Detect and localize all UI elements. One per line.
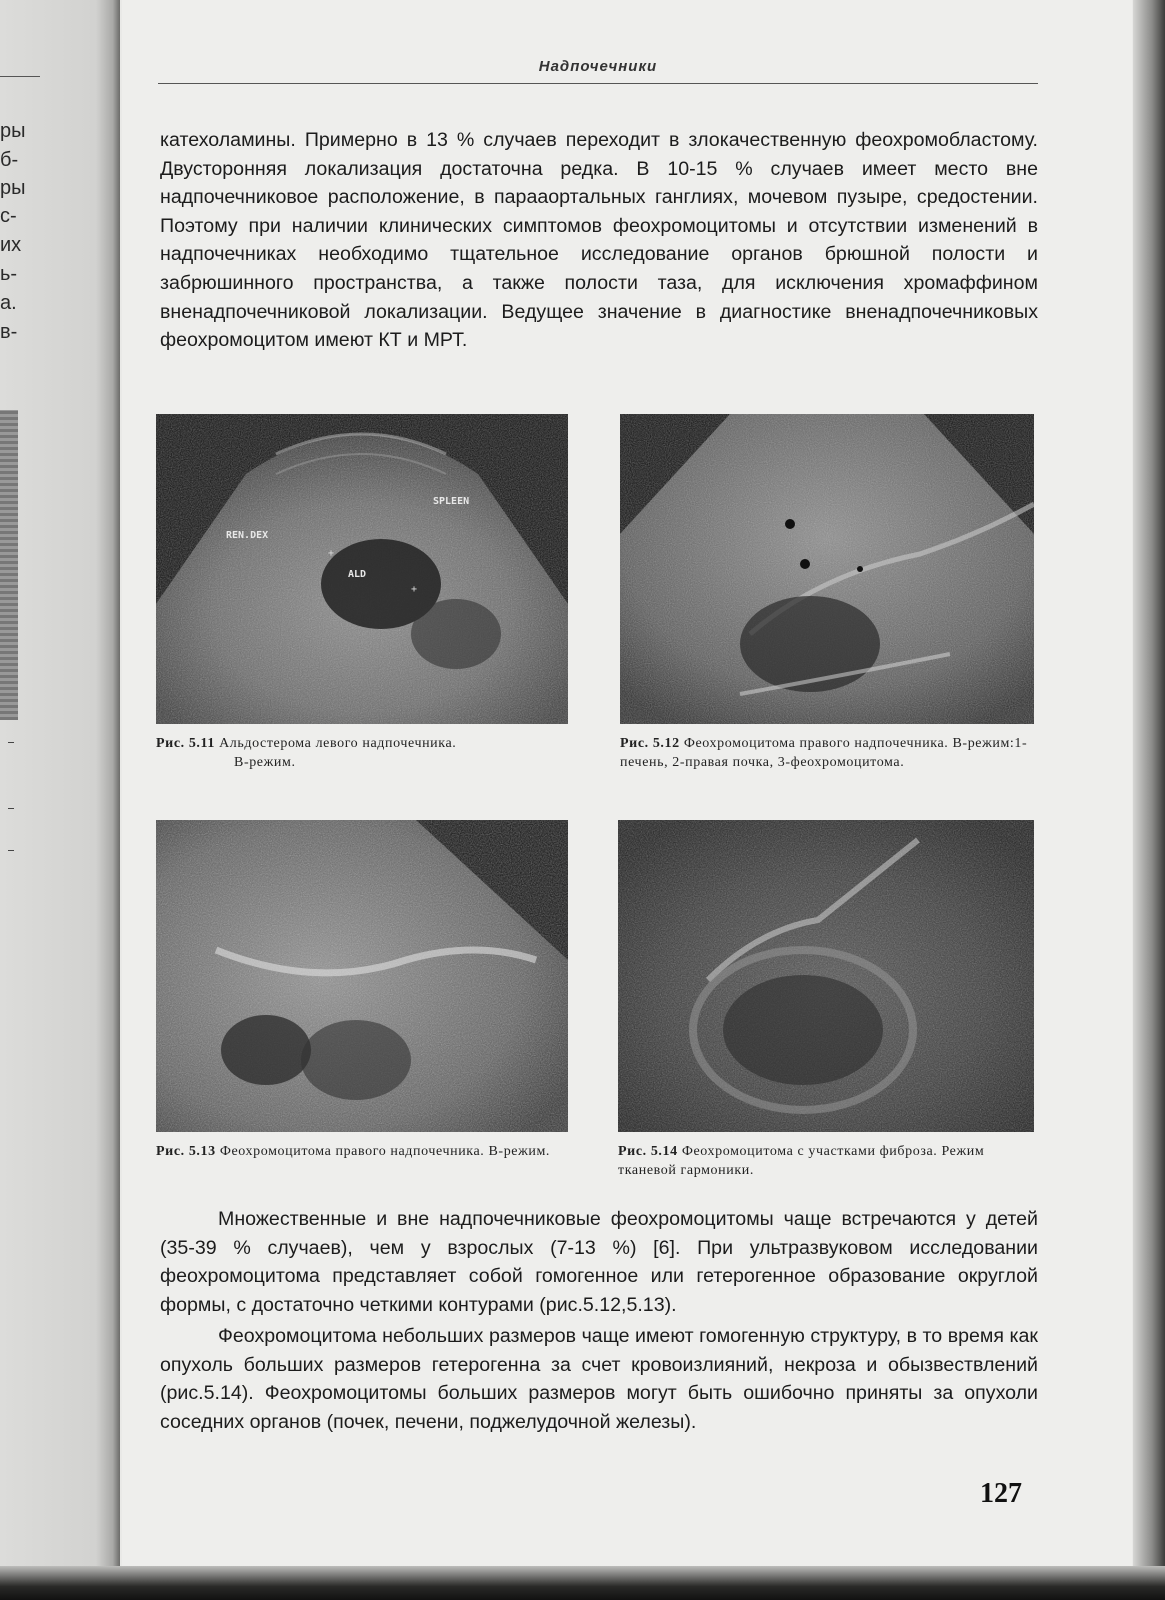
figure-5-11-ultrasound [156, 414, 568, 724]
margin-tick [8, 742, 14, 743]
label-ald: ALD [348, 569, 367, 580]
page-number: 127 [980, 1478, 1022, 1509]
caption-label: Рис. 5.12 [620, 736, 680, 751]
svg-text:+: + [328, 548, 335, 559]
ultrasound-image [156, 820, 568, 1132]
caption-text-line2: В-режим. [234, 755, 296, 770]
ultrasound-image [156, 414, 568, 724]
caption-5-14 [618, 1142, 1034, 1180]
caption-5-11 [156, 734, 568, 772]
adjacent-page-edge [0, 0, 120, 1600]
margin-tick [8, 850, 14, 851]
margin-fragment: в- [0, 321, 18, 343]
margin-fragment: ры [0, 120, 26, 142]
svg-text:+: + [411, 584, 418, 595]
caption-text: Феохромоцитома правого надпочечника. В-режим. [215, 1144, 551, 1159]
page-right-edge [1133, 0, 1165, 1600]
caption-label: Рис. 5.14 [618, 1144, 678, 1159]
adjacent-photo-edge [0, 410, 18, 720]
paragraph-3: Феохромоцитома небольших размеров чаще имеют гомогенную структуру, в то время как опухоль больших размеров гетерогенна за счет кровоизлияний, некроза и обызвествлений (рис.5.14). Феохромоцитомы больших размеров могут быть ошибочно приняты за опухоли соседних органов (почек, печени, поджелудочной железы). [160, 1325, 1038, 1433]
margin-fragment: а. [0, 292, 17, 314]
intro-paragraph: катехоламины. Примерно в 13 % случаев переходит в злокачественную феохромобластому. Двусторонняя локализация достаточна редка. В 10-15 % случаев имеет место вне надпочечниковое расположение, в парааортальных ганглиях, мочевом пузыре, средостении. Поэтому при наличии клинических симптомов феохромоцитомы и отсутствии изменений в надпочечниках необходимо тщательное исследование органов брюшной полости и забрюшинного пространства, а также полости таза, для исключения хромаффином вненадпочечниковой локализации. Ведущее значение в диагностике вненадпочечниковых феохромоцитом имеют КТ и МРТ. [160, 129, 1038, 352]
ultrasound-image [620, 414, 1034, 724]
caption-label: Рис. 5.11 [156, 736, 215, 751]
ultrasound-image [618, 820, 1034, 1132]
running-head: Надпочечники [538, 58, 658, 75]
margin-tick [8, 808, 14, 809]
margin-fragment: б- [0, 149, 19, 171]
margin-fragment: ь- [0, 263, 18, 285]
label-spleen: SPLEEN [433, 496, 470, 507]
label-ren-dex: REN.DEX [226, 530, 269, 541]
margin-fragment: их [0, 234, 22, 256]
figure-5-12-ultrasound [620, 414, 1034, 724]
adjacent-page-rule [0, 76, 40, 77]
caption-text: Альдостерома левого надпочечника. [214, 736, 457, 751]
figure-5-13-ultrasound [156, 820, 568, 1132]
page-bottom-edge [0, 1566, 1165, 1600]
figure-5-14-ultrasound [618, 820, 1034, 1132]
caption-5-12 [620, 734, 1034, 772]
margin-fragment: с- [0, 205, 17, 227]
paragraph-2: Множественные и вне надпочечниковые феохромоцитомы чаще встречаются у детей (35-39 % случаев), чем у взрослых (7-13 %) [6]. При ультразвуковом исследовании феохромоцитома представляет собой гомогенное или гетерогенное образование округлой формы, с достаточно четкими контурами (рис.5.12,5.13). [160, 1208, 1038, 1316]
caption-text: Феохромоцитома правого надпочечника. В-режим:1-печень, 2-правая почка, 3-феохромоцитома. [620, 736, 1028, 770]
margin-fragment: ры [0, 177, 26, 199]
caption-label: Рис. 5.13 [156, 1144, 216, 1159]
caption-text: Феохромоцитома с участками фиброза. Режим тканевой гармоники. [618, 1144, 985, 1178]
caption-5-13 [156, 1142, 568, 1161]
header-rule [158, 83, 1038, 84]
